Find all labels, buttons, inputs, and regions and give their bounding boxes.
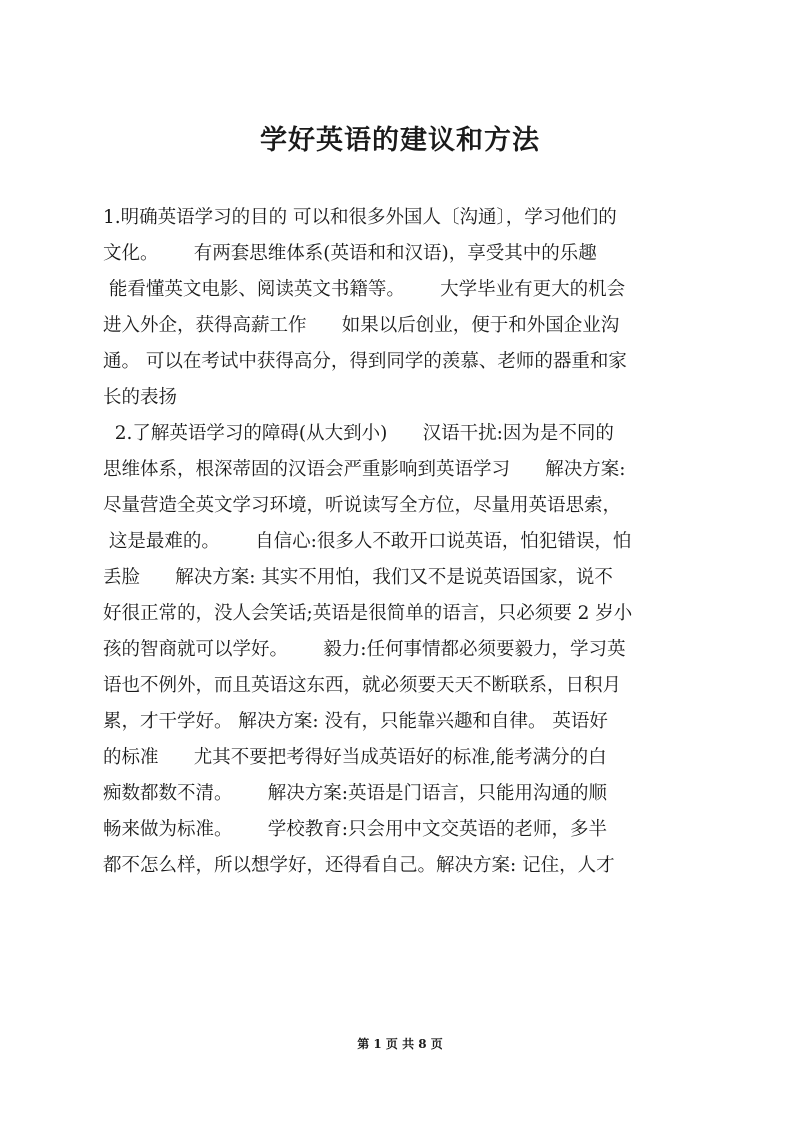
text-line: 痴数都数不清。 解决方案:英语是门语言，只能用沟通的顺 xyxy=(103,783,608,804)
text-line: 能看懂英文电影、阅读英文书籍等。 大学毕业有更大的机会 xyxy=(103,279,626,300)
text-line: 进入外企，获得高薪工作 如果以后创业，便于和外国企业沟 xyxy=(103,315,620,336)
text-line: 好很正常的，没人会笑话;英语是很简单的语言，只必须要 2 岁小 xyxy=(103,603,633,624)
text-line: 丢脸 解决方案: 其实不用怕，我们又不是说英语国家，说不 xyxy=(103,567,613,588)
text-line: 都不怎么样，所以想学好，还得看自己。解决方案: 记住，人才 xyxy=(103,855,615,876)
text-line: 畅来做为标准。 学校教育:只会用中文交英语的老师，多半 xyxy=(103,819,608,840)
document-title: 学好英语的建议和方法 xyxy=(260,125,540,156)
text-line: 的标准 尤其不要把考得好当成英语好的标准,能考满分的白 xyxy=(103,747,607,768)
text-line: 语也不例外，而且英语这东西，就必须要天天不断联系，日积月 xyxy=(103,675,622,696)
text-line: 累，才干学好。 解决方案: 没有，只能靠兴趣和自律。 英语好 xyxy=(103,711,608,732)
text-line: 1.明确英语学习的目的 可以和很多外国人〔沟通〕，学习他们的 xyxy=(103,207,617,228)
text-line: 思维体系，根深蒂固的汉语会严重影响到英语学习 解决方案: xyxy=(103,459,626,480)
document-body xyxy=(103,200,723,884)
text-line: 尽量营造全英文学习环境，听说读写全方位，尽量用英语思索， xyxy=(103,495,622,516)
text-line: 长的表扬 xyxy=(103,387,178,408)
text-line: 通。 可以在考试中获得高分，得到同学的羡慕、老师的器重和家 xyxy=(103,351,627,372)
text-line: 2.了解英语学习的障碍(从大到小) 汉语干扰:因为是不同的 xyxy=(103,423,614,444)
page-indicator: 第 1 页 共 8 页 xyxy=(357,1037,443,1051)
text-line: 孩的智商就可以学好。 毅力:任何事情都必须要毅力，学习英 xyxy=(103,639,626,660)
text-line: 这是最难的。 自信心:很多人不敢开口说英语，怕犯错误，怕 xyxy=(103,531,632,552)
text-line: 文化。 有两套思维体系(英语和和汉语)，享受其中的乐趣 xyxy=(103,243,597,264)
